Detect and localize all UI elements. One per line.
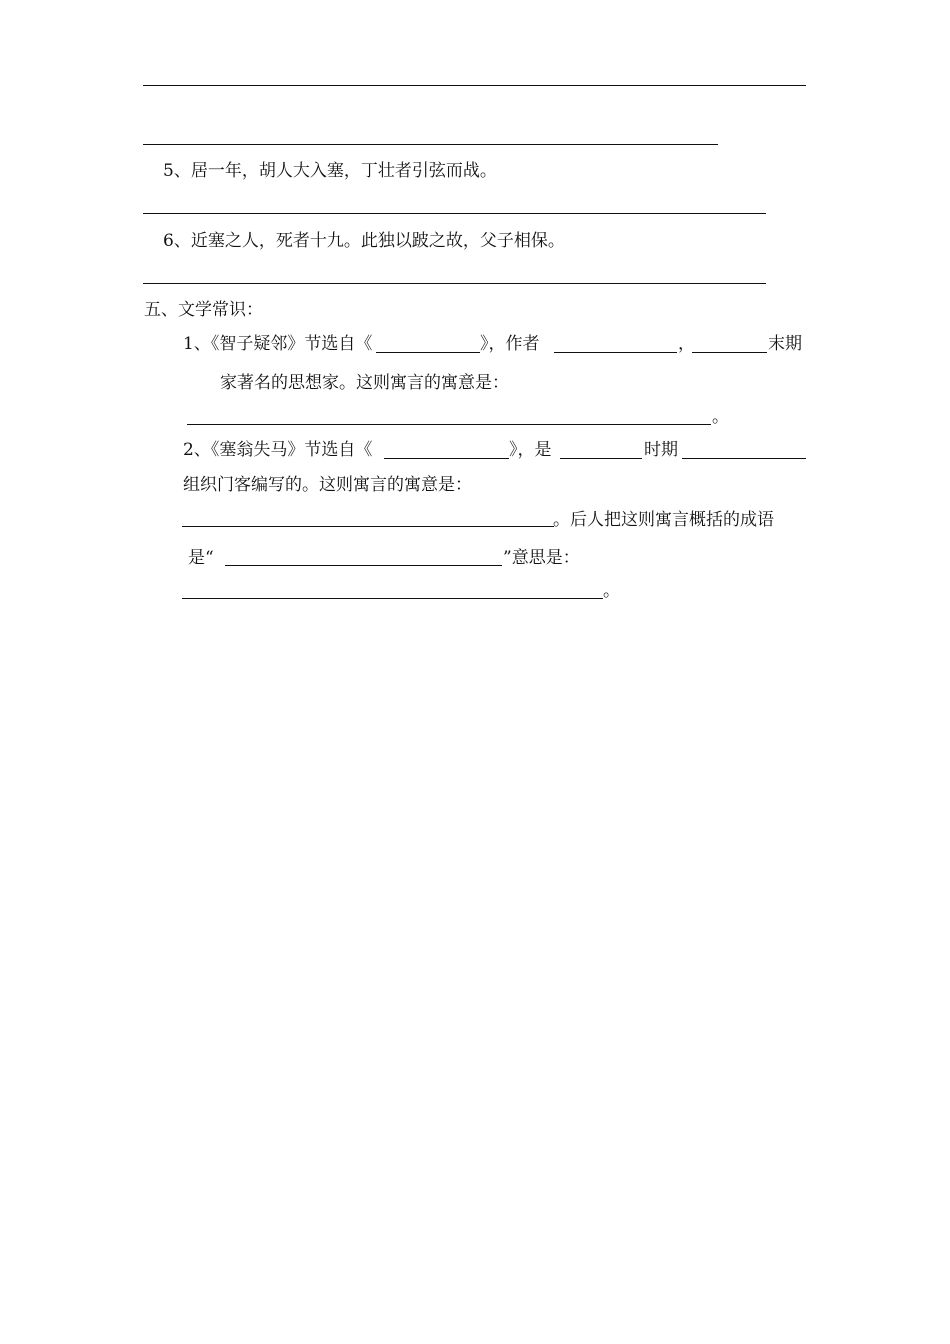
item1-end-mark: 。 xyxy=(712,407,729,427)
item2-line2: 组织门客编写的。这则寓言的寓意是： xyxy=(183,475,472,495)
answer-line[interactable] xyxy=(143,85,806,86)
item2-idiom-blank[interactable] xyxy=(225,565,502,566)
answer-line-q5[interactable] xyxy=(143,213,766,214)
item1-book-blank[interactable] xyxy=(376,352,480,353)
item2-idiom-suffix: ”意思是： xyxy=(503,548,580,568)
item2-after-book: 》，是 xyxy=(509,440,552,460)
item1-period-blank[interactable] xyxy=(692,352,767,353)
item2-era-blank[interactable] xyxy=(560,458,642,459)
section-heading: 五、文学常识： xyxy=(144,300,263,320)
item2-moral-blank[interactable] xyxy=(182,526,554,527)
item1-author-blank[interactable] xyxy=(554,352,677,353)
item2-meaning-blank[interactable] xyxy=(182,598,603,599)
answer-line-q6[interactable] xyxy=(143,283,766,284)
item2-idiom-prefix: 是“ xyxy=(188,548,214,568)
item2-person-blank[interactable] xyxy=(682,458,806,459)
item1-after-book: 》，作者 xyxy=(480,334,540,354)
answer-line[interactable] xyxy=(143,144,718,145)
item2-after-moral: 。后人把这则寓言概括的成语 xyxy=(553,510,774,530)
item2-book-blank[interactable] xyxy=(384,458,509,459)
item2-prefix: 2、《塞翁失马》节选自《 xyxy=(183,440,373,460)
item1-line2: 家著名的思想家。这则寓言的寓意是： xyxy=(220,373,509,393)
item2-period-word: 时期 xyxy=(644,440,678,460)
item1-comma: ， xyxy=(678,334,695,354)
question-6-sentence: 6、近塞之人，死者十九。此独以跛之故，父子相保。 xyxy=(163,231,565,251)
item2-end-mark: 。 xyxy=(603,581,620,601)
question-5-sentence: 5、居一年，胡人大入塞，丁壮者引弦而战。 xyxy=(163,161,497,181)
item1-moral-blank[interactable] xyxy=(187,424,711,425)
item1-period-suffix: 末期 xyxy=(768,334,802,354)
item1-prefix: 1、《智子疑邻》节选自《 xyxy=(183,334,373,354)
